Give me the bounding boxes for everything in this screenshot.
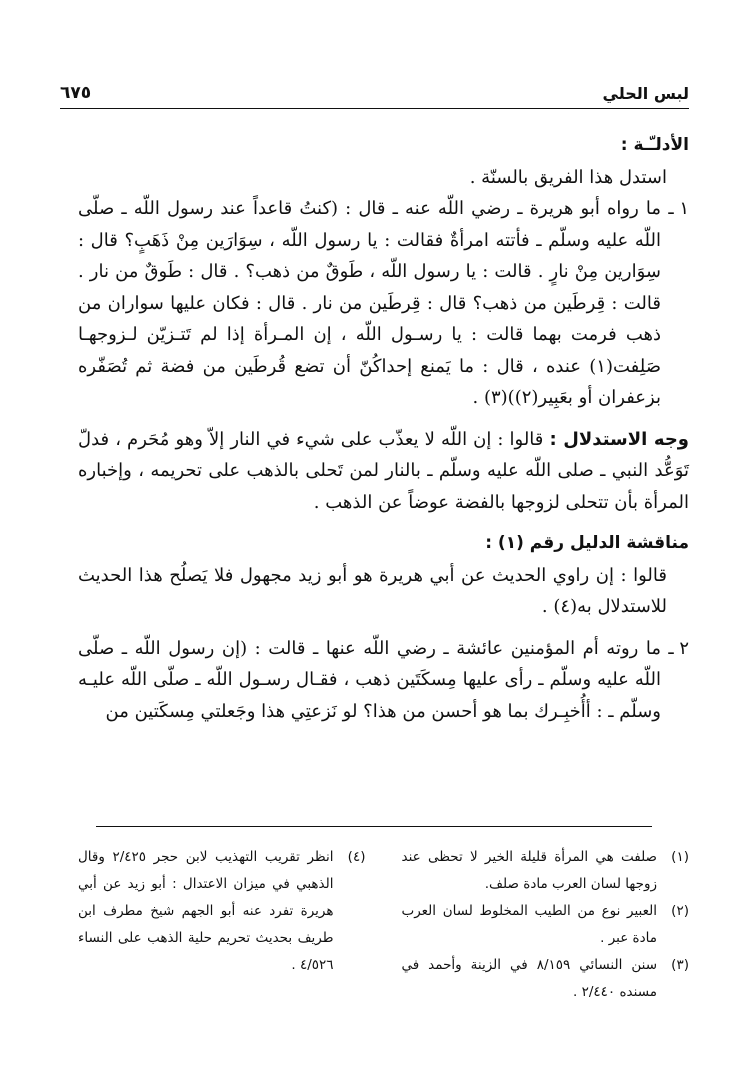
footnote-text: انظر تقريب التهذيب لابن حجر ٢/٤٢٥ وقال الذهبي في ميزان الاعتدال : أبو زيد عن أبي هريرة تفرد عنه أبو الجهم شيخ مطرف ابن طريف بحديث تحريم حلية الذهب على النساء ٤/٥٢٦ . xyxy=(78,849,334,973)
footnote-divider xyxy=(96,826,652,827)
running-header xyxy=(60,78,689,109)
footnote xyxy=(402,952,690,1006)
main-text xyxy=(78,130,689,727)
discussion-heading: مناقشة الدليل رقم (١) : xyxy=(485,533,689,553)
footnote xyxy=(78,844,366,979)
chapter-title: لبس الحلي xyxy=(602,83,689,103)
footnote-text: العبير نوع من الطيب المخلوط لسان العرب مادة عبر . xyxy=(401,903,657,946)
item-text: ما رواه أبو هريرة ـ رضي اللّه عنه ـ قال : (كنتُ قاعداً عند رسول اللّه ـ صلّى اللّه عليه وسلّم ـ فأتته امرأةٌ فقالت : يا رسول اللّه ، سِوَارَين مِنْ ذَهَبٍ؟ قال : سِوَارين مِنْ نارٍ . قالت : يا رسول اللّه ، طَوقٌ من ذهب؟ . قال : طَوقٌ من نار . قالت : قِرطَين من ذهب؟ قال : قِرطَين من نار . قال : فكان عليها سواران من ذهب فرمت بهما قالت : يا رسـول اللّه ، إن المـرأة إذا لم تَتـزيّن لـزوجهـا صَلِفت(١) عنده ، قال : ما يَمنع إحداكُنّ أن تضع قُرطَين من فضة ثم تُصَفّره بزعفران أو بعَبِير(٢))(٣) . xyxy=(78,198,661,408)
evidence-item-1 xyxy=(78,193,689,414)
item-number: ١ ـ xyxy=(668,198,689,219)
footnote xyxy=(402,898,690,952)
footnote-text: سنن النسائي ٨/١٥٩ في الزينة وأحمد في مسنده ٢/٤٤٠ . xyxy=(401,957,657,1000)
item-text: ما روته أم المؤمنين عائشة ـ رضي اللّه عنها ـ قالت : (إن رسول اللّه ـ صلّى اللّه عليه وسلّم ـ رأى عليها مِسكَتَين ذهب ، فقـال رسـول اللّه ـ صلّى اللّه عليـه وسلّم ـ : أأُخبِـرك بما هو أحسن من هذا؟ لو نَزعتِي هذا وجَعلتي مِسكَتين من xyxy=(78,637,661,722)
footnote-text: صلفت هي المرأة قليلة الخير لا تحظى عند زوجها لسان العرب مادة صلف. xyxy=(401,849,657,892)
item-number: ٢ ـ xyxy=(668,637,689,659)
footnotes xyxy=(78,844,689,1006)
footnotes-right-column xyxy=(402,844,690,1006)
footnote-number: (٤) xyxy=(347,849,366,865)
page-number: ٦٧٥ xyxy=(60,83,92,103)
inference-text: قالوا : إن اللّه لا يعذّب على شيء في النار إلاّ وهو مُحَرم ، فدلّ تَوَعُّد النبي ـ صلى اللّه عليه وسلّم ـ بالنار لمن تَحلى بالذهب على تحريمه ، وإخباره المرأة بأن تتحلى لزوجها بالفضة عوضاً عن الذهب . xyxy=(78,428,689,513)
inference-paragraph xyxy=(78,424,689,519)
discussion-text: قالوا : إن راوي الحديث عن أبي هريرة هو أبو زيد مجهول فلا يَصلُح هذا الحديث للاستدلال به(٤) . xyxy=(78,564,667,617)
footnotes-left-column xyxy=(78,844,366,1006)
intro-paragraph: استدل هذا الفريق بالسنّة . xyxy=(469,166,667,188)
section-heading: الأدلـّـة : xyxy=(620,135,689,155)
inference-label: وجه الاستدلال : xyxy=(549,428,689,450)
evidence-item-2 xyxy=(78,633,689,728)
footnote-number: (٢) xyxy=(671,903,689,919)
footnote-number: (٣) xyxy=(671,957,689,973)
footnote xyxy=(402,844,690,898)
footnote-number: (١) xyxy=(671,849,689,865)
